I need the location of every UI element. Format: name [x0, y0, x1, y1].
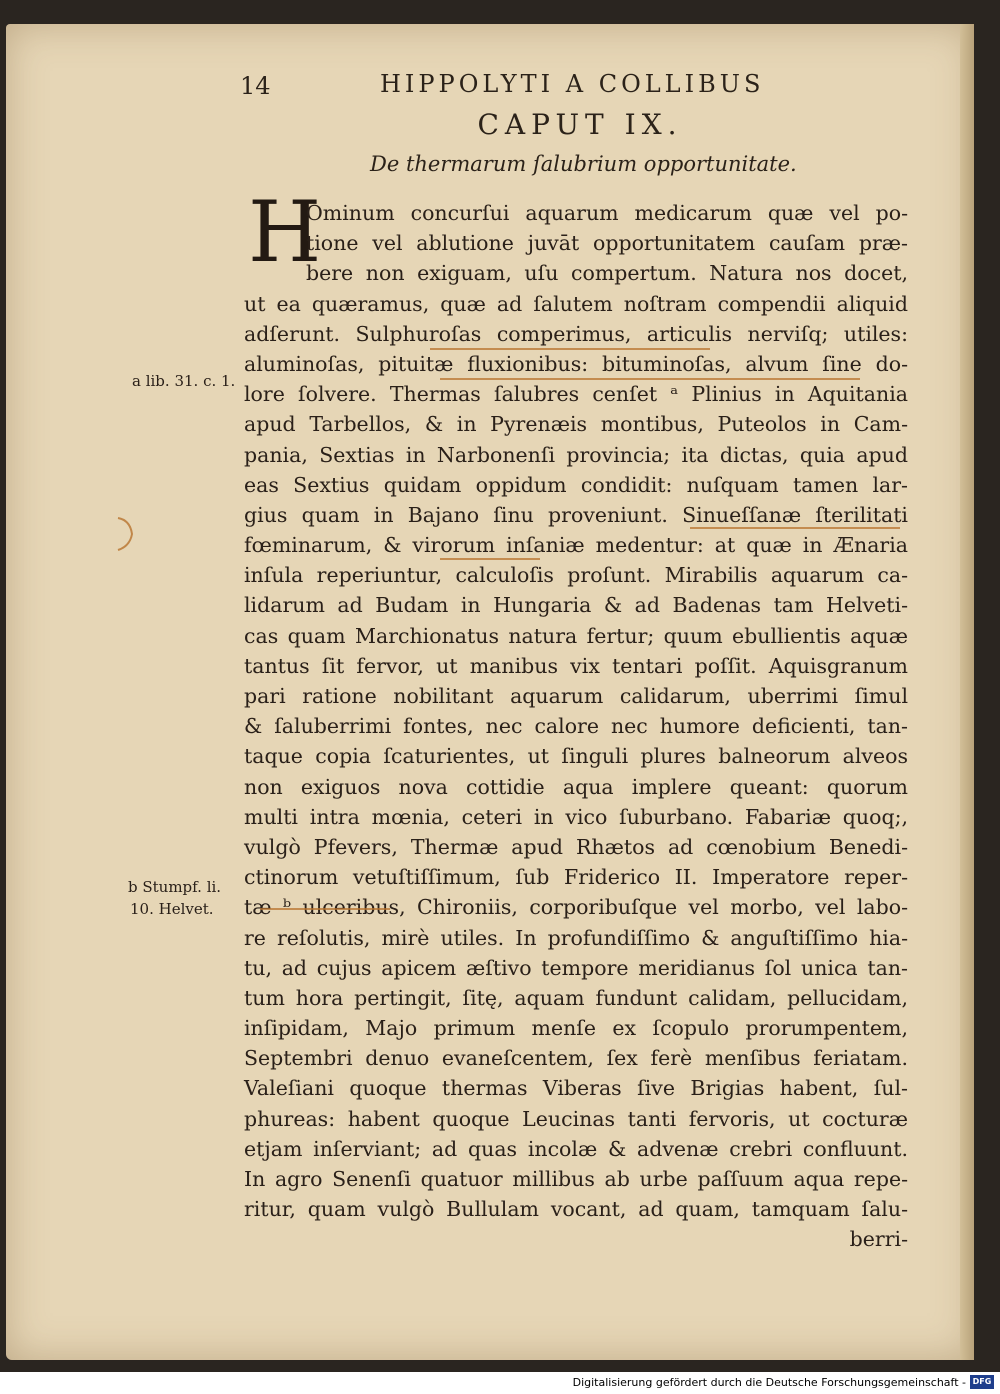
text-line: non exiguos nova cottidie aqua implere queant: quorum [244, 774, 908, 799]
text-line: phureas: habent quoque Leucinas tanti fervoris, ut cocturæ [244, 1106, 908, 1131]
text-line: multi intra mœnia, ceteri in vico ſuburbano. Fabariæ quoq;, [244, 804, 908, 829]
text-line: ritur, quam vulgò Bullulam vocant, ad quam, tamquam ſalu- [244, 1197, 908, 1222]
text-line: Valeſiani quoque thermas Viberas ſive Brigias habent, ſul- [244, 1076, 908, 1101]
text-line: pari ratione nobilitant aquarum calidarum, uberrimi ſimul [244, 684, 908, 708]
pen-underline [690, 527, 900, 529]
text-line: In agro Senenſi quatuor millibus ab urbe paſſuum aqua repe- [244, 1167, 908, 1191]
margin-note-a: a lib. 31. c. 1. [132, 372, 236, 390]
pen-underline [440, 558, 540, 560]
text-line: aluminoſas, pituitæ fluxionibus: bituminoſas, alvum ſine do- [244, 351, 908, 376]
page-edge [960, 24, 974, 1360]
text-line: Septembri denuo evaneſcentem, ſex ferè menſibus feriatam. [244, 1046, 908, 1071]
text-line: apud Tarbellos, & in Pyrenæis montibus, Puteolos in Cam- [244, 412, 908, 437]
text-line: fœminarum, & virorum inſaniæ medentur: at quæ in Ænaria [244, 533, 908, 558]
chapter-title: CAPUT IX. [477, 108, 683, 141]
text-line: tantus ſit fervor, ut manibus vix tentari poſſit. Aquisgranum [244, 653, 908, 678]
text-line: inſula reperiuntur, calculoſis proſunt. Mirabilis aquarum ca- [244, 563, 908, 588]
chapter-subtitle: De thermarum ſalubrium opportunitate. [370, 152, 797, 176]
text-line: etjam inſerviant; ad quas incolæ & advenæ crebri confluunt. [244, 1136, 908, 1161]
text-line: eas Sextius quidam oppidum condidit: nuſquam tamen lar- [244, 472, 908, 497]
text-line: tione vel ablutione juvāt opportunitatem cauſam præ- [306, 231, 908, 256]
text-line: lidarum ad Budam in Hungaria & ad Badenas tam Helveti- [244, 593, 908, 618]
text-line: lore ſolvere. Thermas ſalubres cenſet ᵃ Plinius in Aquitania [244, 382, 908, 407]
text-line: cas quam Marchionatus natura fertur; quum ebullientis aquæ [244, 623, 908, 648]
running-title: HIPPOLYTI A COLLIBUS [380, 70, 765, 98]
footer-bar [0, 1372, 1000, 1394]
pen-underline [260, 908, 390, 910]
pen-underline [430, 348, 710, 350]
text-line: Ominum concurſui aquarum medicarum quæ vel po- [306, 201, 908, 225]
text-line: bere non exiguam, uſu compertum. Natura nos docet, [306, 261, 908, 286]
dfg-logo: DFG [970, 1375, 994, 1389]
text-line: pania, Sextias in Narbonenſi provincia; ita dictas, quia apud [244, 442, 908, 467]
page-number: 14 [240, 72, 271, 100]
footer-credit: Digitalisierung gefördert durch die Deutsche Forschungsgemeinschaft - [572, 1376, 966, 1389]
text-line: re reſolutis, mirè utiles. In profundiſſimo & anguſtiſſimo hia- [244, 925, 908, 950]
pen-underline [440, 378, 860, 380]
margin-note-b: b Stumpf. li. [128, 878, 222, 896]
text-line: tum hora pertingit, ſitę, aquam fundunt calidam, pellucidam, [244, 985, 908, 1010]
drop-cap-initial: H [248, 183, 322, 281]
text-line: gius quam in Bajano ſinu proveniunt. Sinueſſanæ ſterilitati [244, 502, 908, 527]
text-line: tu, ad cujus apicem æſtivo tempore meridianus ſol unica tan- [244, 955, 908, 980]
running-head [240, 70, 770, 104]
body-text [244, 198, 908, 1255]
text-line: & ſaluberrimi fontes, nec calore nec humore deficienti, tan- [244, 714, 908, 739]
text-line: taque copia ſcaturientes, ut ſinguli plures balneorum alveos [244, 744, 908, 769]
text-line: vulgò Pfevers, Thermæ apud Rhætos ad cœnobium Benedi- [244, 834, 908, 859]
text-line: ut ea quæramus, quæ ad ſalutem noſtram compendii aliquid [244, 291, 908, 316]
pen-bracket-mark [112, 514, 142, 554]
margin-note-b-continued: 10. Helvet. [130, 900, 214, 918]
text-line: tæ ᵇ ulceribus, Chironiis, corporibuſque vel morbo, vel labo- [244, 895, 908, 920]
text-line: inſipidam, Majo primum menſe ex ſcopulo prorumpentem, [244, 1016, 908, 1041]
text-line: ctinorum vetuſtiſſimum, ſub Friderico II. Imperatore reper- [244, 865, 908, 890]
catchword: berri- [849, 1227, 908, 1252]
text-line: adſerunt. Sulphuroſas comperimus, articulis nerviſq; utiles: [244, 321, 908, 346]
